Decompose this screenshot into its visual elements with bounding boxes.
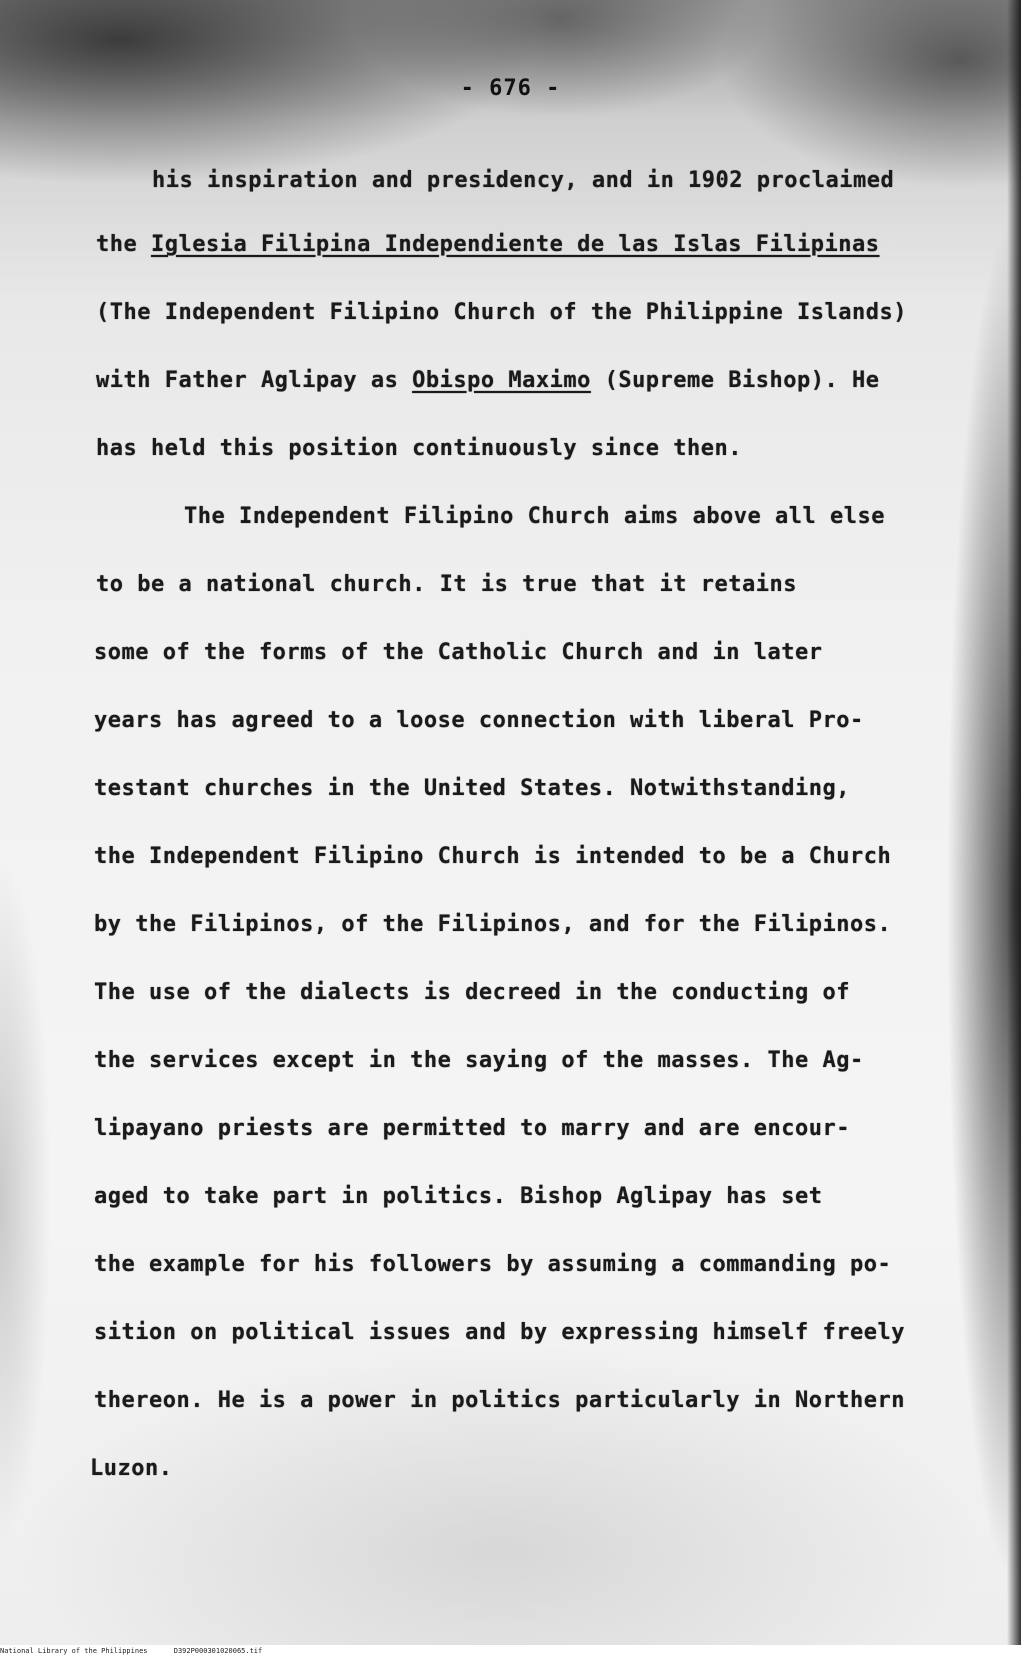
text-line: sition on political issues and by expressing himself freely xyxy=(94,1320,905,1345)
scan-footer xyxy=(0,1645,1021,1658)
page-edge-shadow xyxy=(1007,0,1021,1645)
text-line: his inspiration and presidency, and in 1902 proclaimed xyxy=(152,168,895,193)
underlined-title: Obispo Maximo xyxy=(412,368,591,393)
text-run: with Father Aglipay as xyxy=(96,368,413,393)
text-line: the Independent Filipino Church is intended to be a Church xyxy=(94,844,892,869)
text-line: has held this position continuously since then. xyxy=(96,436,743,461)
text-line: to be a national church. It is true that it retains xyxy=(96,572,798,597)
footer-source: National Library of the Philippines xyxy=(0,1647,148,1655)
text-line: aged to take part in politics. Bishop Aglipay has set xyxy=(94,1184,823,1209)
underlined-church-name: Iglesia Filipina Independiente de las Islas Filipinas xyxy=(150,232,880,257)
text-run: the xyxy=(96,232,151,257)
text-line: The use of the dialects is decreed in the conducting of xyxy=(94,980,850,1005)
text-line: some of the forms of the Catholic Church and in later xyxy=(94,640,823,665)
text-line: the services except in the saying of the masses. The Ag- xyxy=(94,1048,864,1073)
footer-file: D392P000301020065.tif xyxy=(173,1647,263,1655)
text-line xyxy=(96,368,879,393)
text-line xyxy=(96,232,879,257)
text-line: Luzon. xyxy=(90,1456,173,1481)
page-number: - 676 - xyxy=(460,76,561,101)
text-line: thereon. He is a power in politics particularly in Northern xyxy=(94,1388,905,1413)
text-line: lipayano priests are permitted to marry and are encour- xyxy=(94,1116,850,1141)
text-line: (The Independent Filipino Church of the Philippine Islands) xyxy=(96,300,907,325)
text-line: by the Filipinos, of the Filipinos, and for the Filipinos. xyxy=(94,912,892,937)
text-line: years has agreed to a loose connection with liberal Pro- xyxy=(94,708,864,733)
text-line: testant churches in the United States. Notwithstanding, xyxy=(94,776,850,801)
text-run: (Supreme Bishop). He xyxy=(590,368,880,393)
text-line: The Independent Filipino Church aims above all else xyxy=(184,504,886,529)
text-line: the example for his followers by assuming a commanding po- xyxy=(94,1252,892,1277)
